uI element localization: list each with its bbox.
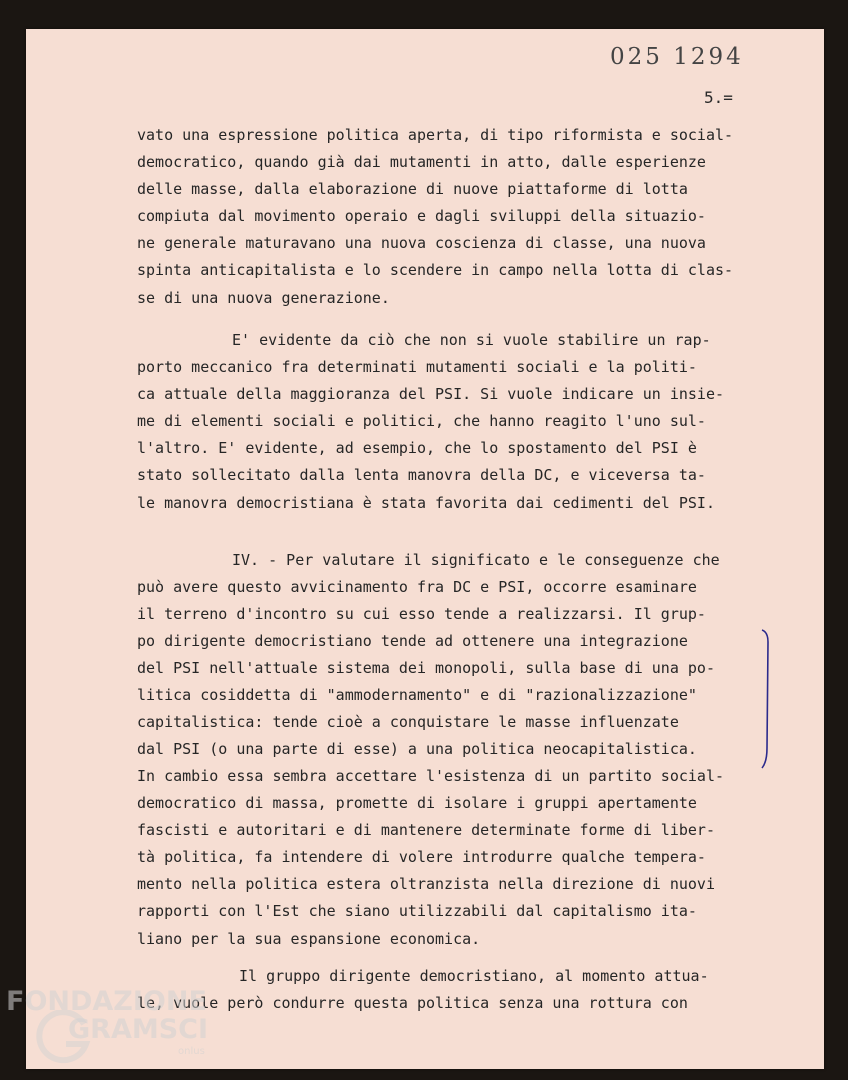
text-line: Il gruppo dirigente democristiano, al momento attua- xyxy=(239,967,709,985)
text-line: liano per la sua espansione economica. xyxy=(137,930,481,948)
text-line: po dirigente democristiano tende ad ottenere una integrazione xyxy=(137,632,688,650)
archive-number: 025 1294 xyxy=(610,44,744,70)
text-line: democratico di massa, promette di isolare i gruppi apertamente xyxy=(137,794,697,812)
text-line: rapporti con l'Est che siano utilizzabili dal capitalismo ita- xyxy=(137,902,697,920)
text-line: tà politica, fa intendere di volere introdurre qualche tempera- xyxy=(137,848,706,866)
text-line: se di una nuova generazione. xyxy=(137,289,390,307)
text-line: In cambio essa sembra accettare l'esistenza di un partito social- xyxy=(137,767,724,785)
text-line: compiuta dal movimento operaio e dagli sviluppi della situazio- xyxy=(137,207,706,225)
text-line: del PSI nell'attuale sistema dei monopoli, sulla base di una po- xyxy=(137,659,715,677)
text-line: ca attuale della maggioranza del PSI. Si vuole indicare un insie- xyxy=(137,385,724,403)
text-line: vato una espressione politica aperta, di tipo riformista e social- xyxy=(137,126,734,144)
page-number: 5.= xyxy=(704,88,733,107)
text-line: le manovra democristiana è stata favorita dai cedimenti del PSI. xyxy=(137,494,715,512)
text-line: capitalistica: tende cioè a conquistare le masse influenzate xyxy=(137,713,679,731)
text-line: stato sollecitato dalla lenta manovra della DC, e viceversa ta- xyxy=(137,466,706,484)
text-line: l'altro. E' evidente, ad esempio, che lo spostamento del PSI è xyxy=(137,439,697,457)
text-line: spinta anticapitalista e lo scendere in campo nella lotta di clas- xyxy=(137,261,734,279)
text-line: IV. - Per valutare il significato e le conseguenze che xyxy=(232,551,720,569)
text-line: ne generale maturavano una nuova coscienza di classe, una nuova xyxy=(137,234,706,252)
text-line: litica cosiddetta di "ammodernamento" e di "razionalizzazione" xyxy=(137,686,697,704)
text-line: E' evidente da ciò che non si vuole stabilire un rap- xyxy=(232,331,711,349)
text-line: democratico, quando già dai mutamenti in atto, dalle esperienze xyxy=(137,153,706,171)
watermark-logo xyxy=(6,986,216,1076)
text-line: porto meccanico fra determinati mutamenti sociali e la politi- xyxy=(137,358,697,376)
watermark-line-1: FONDAZIONE xyxy=(6,986,207,1017)
watermark-line-3: onlus xyxy=(178,1046,205,1057)
text-line: può avere questo avvicinamento fra DC e PSI, occorre esaminare xyxy=(137,578,697,596)
text-line: delle masse, dalla elaborazione di nuove piattaforme di lotta xyxy=(137,180,688,198)
text-line: me di elementi sociali e politici, che hanno reagito l'uno sul- xyxy=(137,412,706,430)
text-line: dal PSI (o una parte di esse) a una politica neocapitalistica. xyxy=(137,740,697,758)
watermark-line-2: GRAMSCI xyxy=(68,1014,209,1045)
text-line: mento nella politica estera oltranzista nella direzione di nuovi xyxy=(137,875,715,893)
text-line: le, vuole però condurre questa politica senza una rottura con xyxy=(137,994,688,1012)
text-line: fascisti e autoritari e di mantenere determinate forme di liber- xyxy=(137,821,715,839)
margin-annotation-line xyxy=(758,628,782,770)
text-line: il terreno d'incontro su cui esso tende a realizzarsi. Il grup- xyxy=(137,605,706,623)
